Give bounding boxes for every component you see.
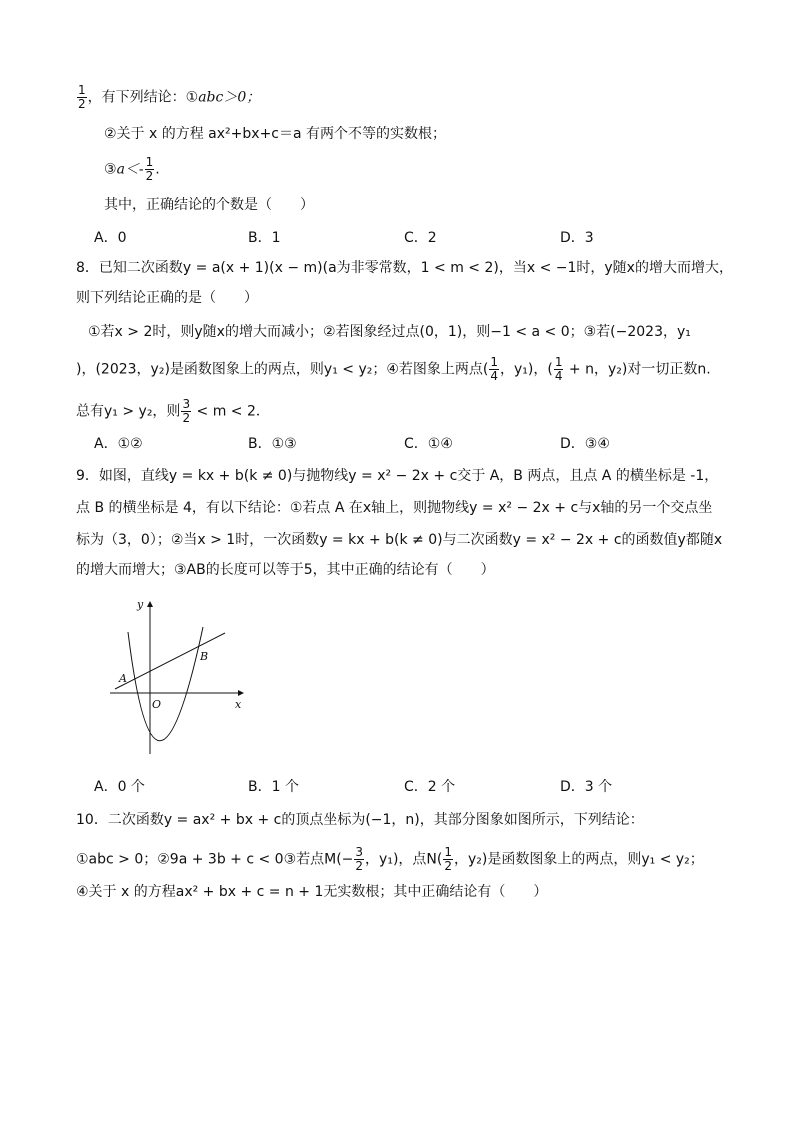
q9-stem-line1: 9．如图，直线y = kx + b(k ≠ 0)与抛物线y = x² − 2x + c交于 A，B 两点，且点 A 的横坐标是 -1，	[76, 468, 719, 484]
q10-statements-line2: ④关于 x 的方程ax² + bx + c = n + 1无实数根；其中正确结论有（ ）	[76, 884, 548, 900]
q8-option-b: B．①③	[248, 436, 297, 452]
q9-stem-line3: 标为（3，0）；②当x > 1时，一次函数y = kx + b(k ≠ 0)与二次函数y = x² − 2x + c的函数值y都随x	[76, 532, 723, 548]
q9-option-c: C．2 个	[404, 779, 456, 795]
q10-stem-line1: 10．二次函数y = ax² + bx + c的顶点坐标为(−1，n)，其部分图象如图所示，下列结论：	[76, 812, 644, 828]
point-a-label: A	[119, 672, 127, 685]
q7-question: 其中，正确结论的个数是（ ）	[104, 197, 314, 213]
q7-intro: $\frac{1}{2}$ ，有下列结论：①abc＞0；	[78, 83, 261, 111]
q8-option-c: C．①④	[404, 436, 453, 452]
q8-stem-line1: 8．已知二次函数y = a(x + 1)(x − m)(a为非零常数，1 < m < 2)，当x < −1时，y随x的增大而增大，	[76, 260, 733, 276]
q9-stem-line2: 点 B 的横坐标是 4，有以下结论：①若点 A 在x轴上，则抛物线y = x² − 2x + c与x轴的另一个交点坐	[76, 500, 713, 516]
q8-statements-line2: )，(2023，y₂)是函数图象上的两点，则y₁ < y₂；④若图象上两点( $\frac{1}{4}$ ，y₁)，( $\frac{1}{4}$ + n，y₂)对一切正数n.	[76, 355, 711, 383]
q9-graph	[100, 592, 250, 757]
origin-label: O	[152, 698, 162, 711]
q8-option-d: D．③④	[560, 436, 610, 452]
q7-conclusion-2: ②关于 x 的方程 ax²+bx+c＝a 有两个不等的实数根；	[104, 126, 447, 142]
q9-option-b: B．1 个	[248, 779, 299, 795]
point-b-label: B	[200, 650, 209, 663]
q8-statements-line3: 总有y₁ > y₂，则 $\frac{3}{2}$ < m < 2．	[76, 397, 270, 425]
x-axis-label: x	[235, 698, 242, 711]
q7-option-d: D．3	[560, 230, 594, 246]
q9-option-a: A．0 个	[94, 779, 145, 795]
q7-option-a: A．0	[94, 230, 127, 246]
fraction-half: $\frac{1}{2}$	[78, 83, 86, 111]
q8-option-a: A．①②	[94, 436, 143, 452]
q7-option-b: B．1	[248, 230, 281, 246]
q9-option-d: D．3 个	[560, 779, 613, 795]
y-axis-label: y	[137, 598, 144, 611]
q10-statements-line1: ①abc > 0；②9a + 3b + c < 0③若点M(− $\frac{3}{2}$ ，y₁)，点N( $\frac{1}{2}$ ，y₂)是函数图象上的两点，则y₁ < y₂；	[76, 845, 704, 873]
q8-statements-line1: ①若x > 2时，则y随x的增大而减小；②若图象经过点(0，1)，则−1 < a < 0；③若(−2023，y₁	[88, 324, 691, 340]
q7-option-c: C．2	[404, 230, 437, 246]
q7-conclusion-3: ③a＜- $\frac{1}{2}$ .	[104, 155, 160, 183]
parabola	[128, 627, 203, 741]
q8-stem-line2: 则下列结论正确的是（ ）	[76, 290, 258, 306]
q9-stem-line4: 的增大而增大；③AB的长度可以等于5，其中正确的结论有（ ）	[76, 562, 495, 578]
